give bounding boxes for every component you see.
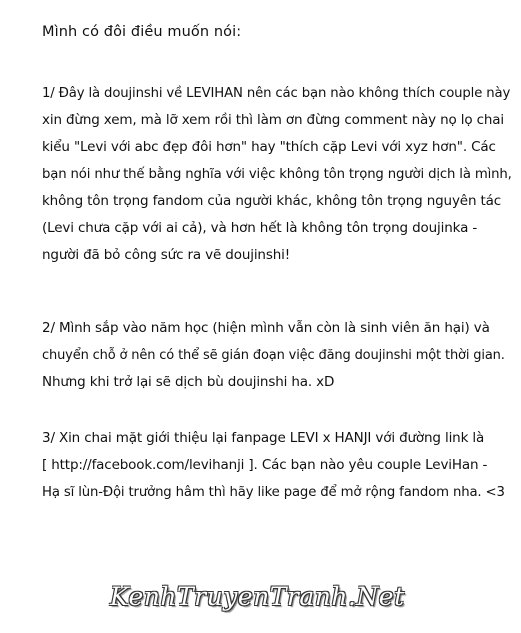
paragraph-3: [42, 425, 512, 506]
paragraph-line: (Levi chưa cặp với ai cả), và hơn hết là không tôn trọng doujinka -: [42, 220, 478, 236]
paragraph-line: Hạ sĩ lùn-Đội trưởng hâm thì hãy like page để mở rộng fandom nha. <3: [42, 485, 505, 500]
paragraph-line: người đã bỏ công sức ra vẽ doujinshi!: [42, 247, 290, 263]
watermark-logo: KenhTruyenTranh.Net: [110, 582, 405, 611]
paragraph-line: 3/ Xin chai mặt giới thiệu lại fanpage LEVI x HANJI với đường link là: [42, 430, 485, 446]
paragraph-line: Nhưng khi trở lại sẽ dịch bù doujinshi ha. xD: [42, 374, 335, 390]
paragraph-line: 1/ Đây là doujinshi về LEVIHAN nên các bạn nào không thích couple này: [42, 86, 511, 101]
paragraph-line: [ http://facebook.com/levihanji ]. Các bạn nào yêu couple LeviHan -: [42, 457, 488, 473]
page-heading: Mình có đôi điều muốn nói:: [42, 24, 242, 40]
paragraph-line: chuyển chỗ ở nên có thể sẽ gián đoạn việc đăng doujinshi một thời gian.: [42, 348, 505, 363]
paragraph-line: bạn nói như thế bằng nghĩa với việc không tôn trọng người dịch là mình,: [42, 167, 512, 182]
paragraph-line: không tôn trọng fandom của người khác, không tôn trọng nguyên tác: [42, 193, 502, 209]
paragraph-line: 2/ Mình sắp vào năm học (hiện mình vẫn còn là sinh viên ăn hại) và: [42, 320, 490, 336]
paragraph-line: xin đừng xem, mà lỡ xem rồi thì làm ơn đừng comment này nọ lọ chai: [42, 112, 504, 128]
paragraph-1: [42, 80, 512, 269]
paragraph-line: kiểu "Levi với abc đẹp đôi hơn" hay "thích cặp Levi với xyz hơn". Các: [42, 139, 496, 155]
paragraph-2: [42, 315, 512, 396]
